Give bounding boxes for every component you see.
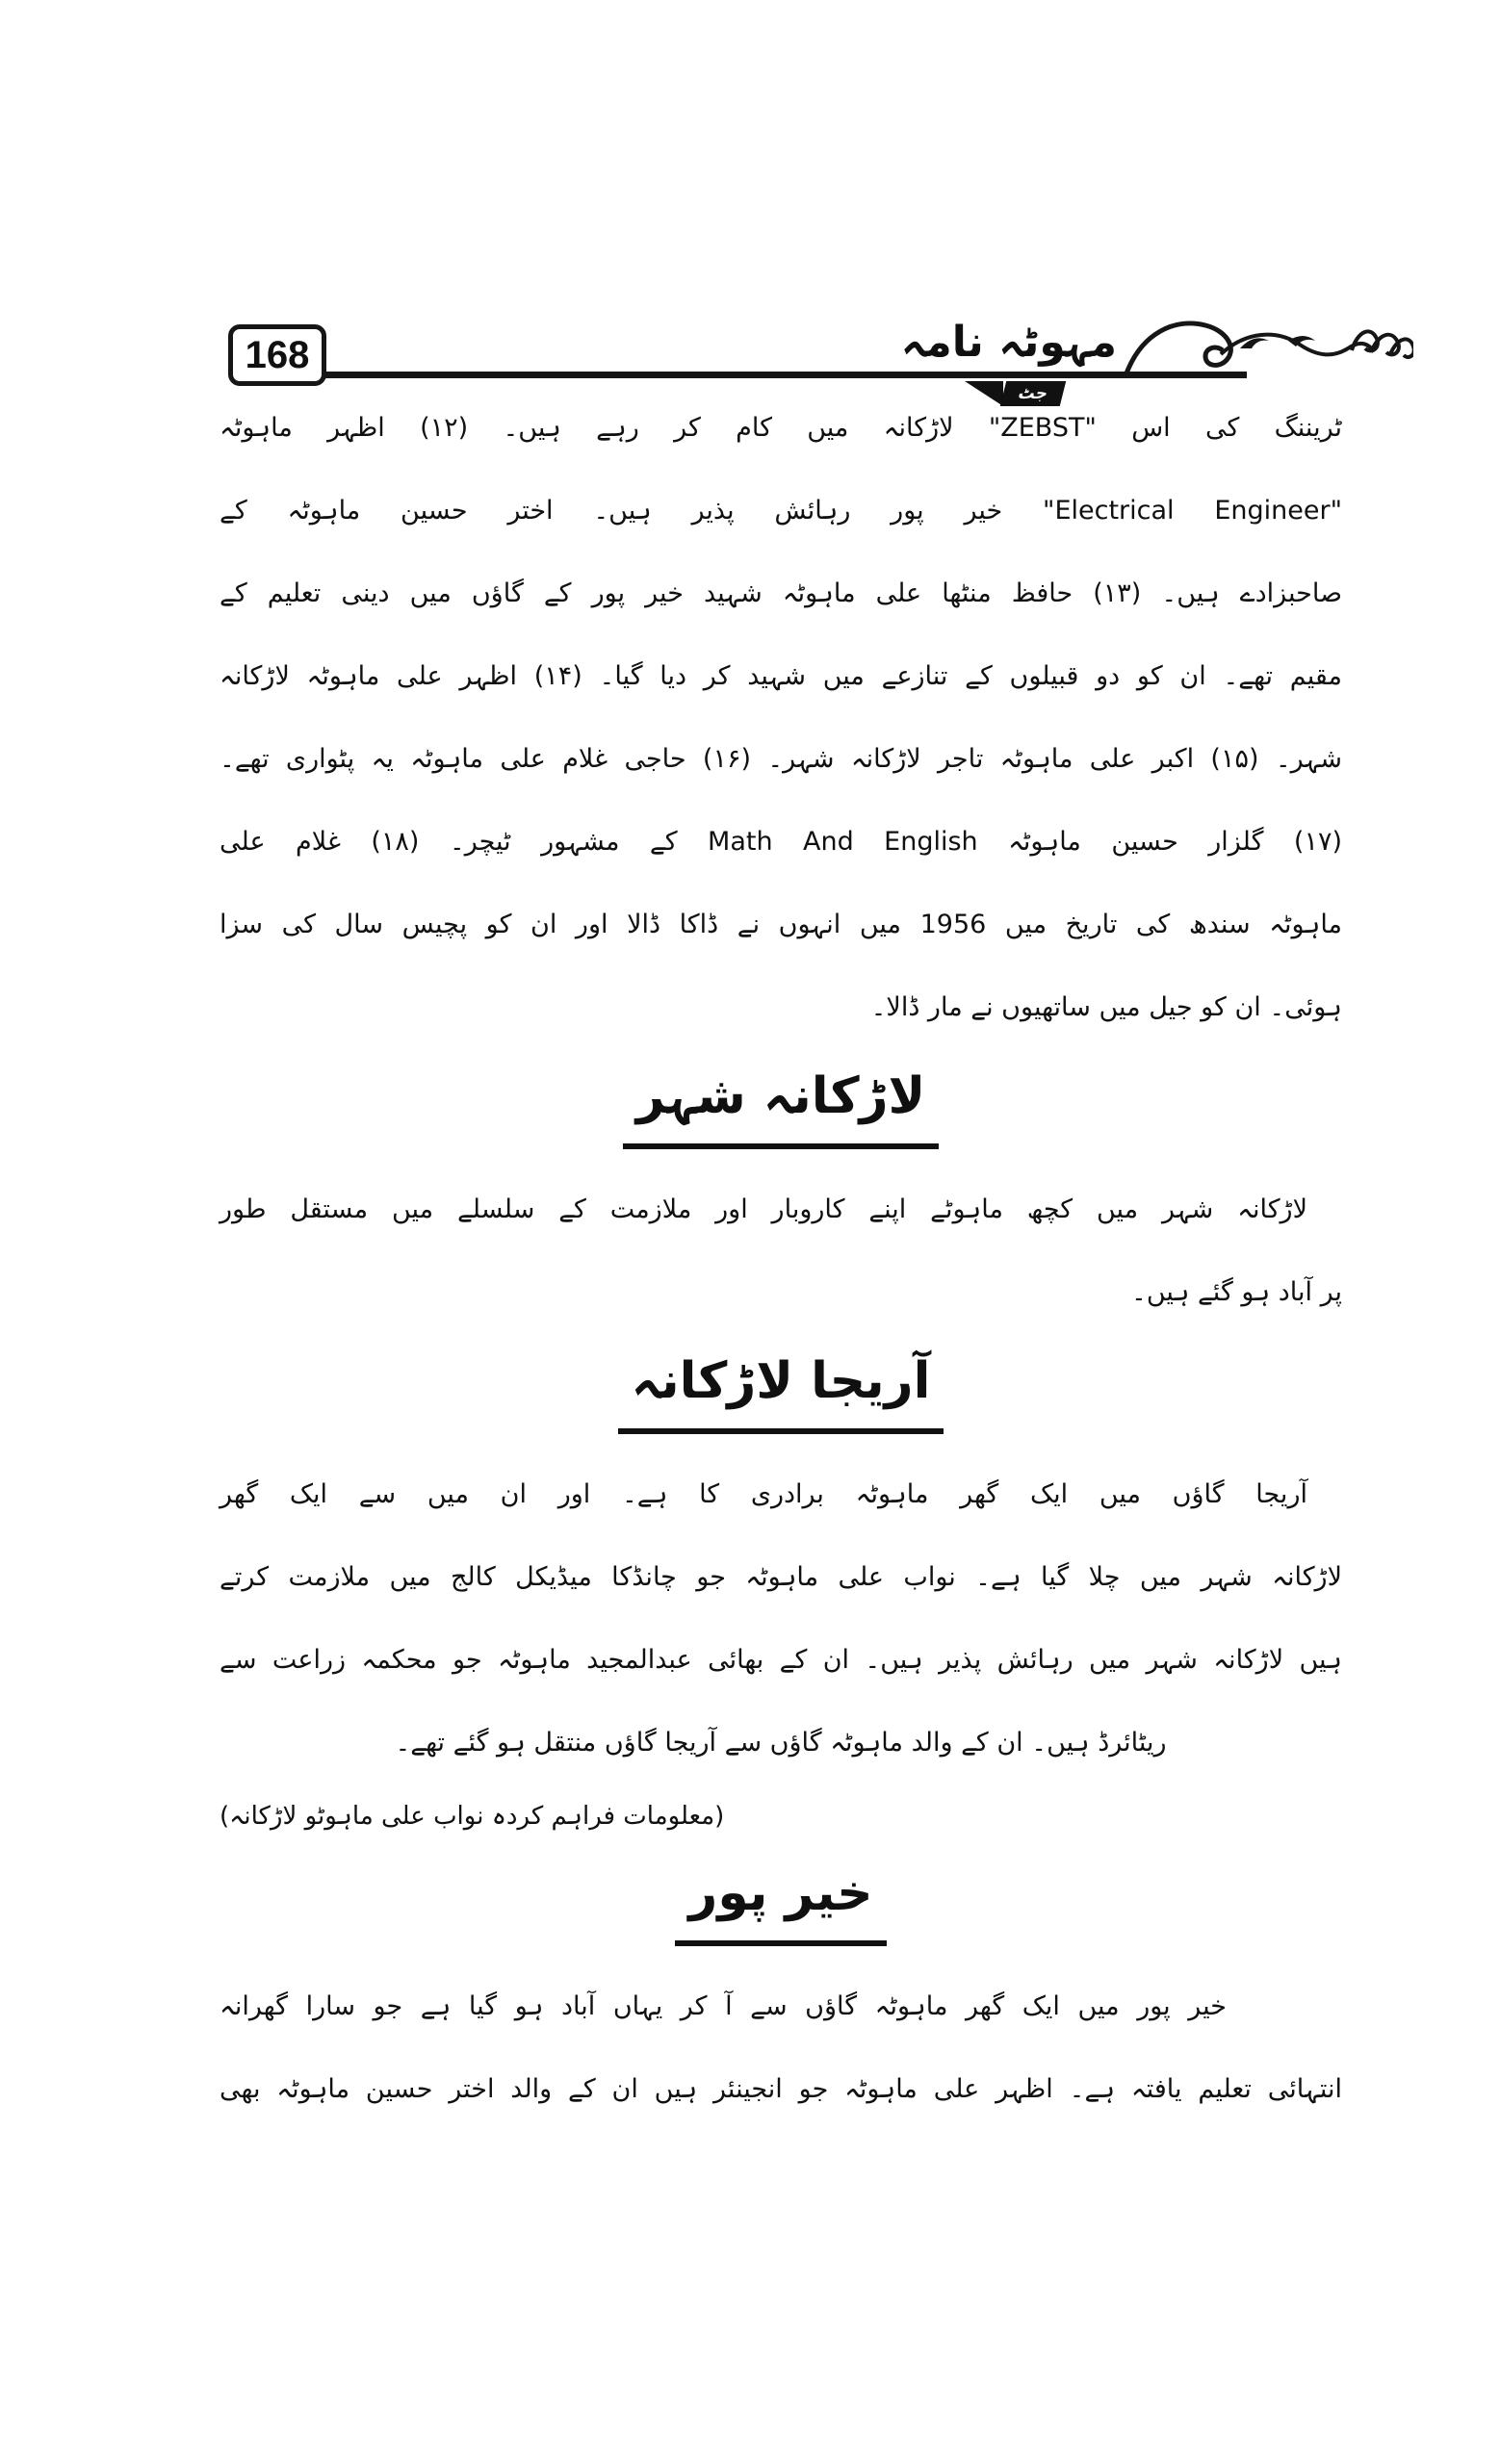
text-line: (۱۷) گلزار حسین ماہوٹہ Math And English کے مشہور ٹیچر۔ (۱۸) غلام علی <box>220 827 1342 857</box>
text-line: ریٹائرڈ ہیں۔ ان کے والد ماہوٹہ گاؤں سے آریجا گاؤں منتقل ہو گئے تھے۔ <box>395 1728 1167 1758</box>
text-line: ٹریننگ کی اس "ZEBST" لاڑکانہ میں کام کر رہے ہیں۔ (۱۲) اظہر ماہوٹہ <box>220 413 1342 443</box>
text-column <box>220 387 1342 2131</box>
header-badge <box>965 381 1063 406</box>
section-heading-khairpur <box>220 1852 1342 1946</box>
credit-line: (معلومات فراہم کردہ نواب علی ماہوٹو لاڑکانہ) <box>220 1802 725 1831</box>
page-number: 168 <box>228 324 326 386</box>
text-line: ہیں لاڑکانہ شہر میں رہائش پذیر ہیں۔ ان کے بھائی عبدالمجید ماہوٹہ جو محکمہ زراعت سے <box>220 1645 1342 1675</box>
header-rule <box>241 372 1247 378</box>
text-line: ماہوٹہ سندھ کی تاریخ میں 1956 میں انہوں نے ڈاکا ڈالا اور ان کو پچیس سال کی سزا <box>220 910 1343 939</box>
flourish-icon <box>1125 312 1413 385</box>
section-heading-label: آریجا لاڑکانہ <box>618 1340 944 1434</box>
text-line: ہوئی۔ ان کو جیل میں ساتھیوں نے مار ڈالا۔ <box>870 992 1342 1022</box>
section-heading-label: لاڑکانہ شہر <box>623 1055 939 1149</box>
text-line: صاحبزادے ہیں۔ (۱۳) حافظ منٹھا علی ماہوٹہ شہید خیر پور کے گاؤں میں دینی تعلیم کے <box>220 578 1343 608</box>
text-line: مقیم تھے۔ ان کو دو قبیلوں کے تنازعے میں شہید کر دیا گیا۔ (۱۴) اظہر علی ماہوٹہ لاڑکانہ <box>220 661 1342 691</box>
section-heading-arija-larkana <box>220 1340 1342 1434</box>
section-heading-label: خیر پور <box>675 1852 886 1946</box>
text-line: انتہائی تعلیم یافتہ ہے۔ اظہر علی ماہوٹہ جو انجینئر ہیں ان کے والد اختر حسین ماہوٹہ بھی <box>220 2074 1342 2104</box>
text-line: خیر پور میں ایک گھر ماہوٹہ گاؤں سے آ کر یہاں آباد ہو گیا ہے جو سارا گھرانہ <box>220 1991 1227 2021</box>
badge-label: جٹ <box>1000 381 1066 406</box>
badge-wedge-icon <box>965 381 1003 406</box>
text-line: لاڑکانہ شہر میں چلا گیا ہے۔ نواب علی ماہوٹہ جو چانڈکا میڈیکل کالج میں ملازمت کرتے <box>220 1562 1342 1592</box>
section-heading-larkana-city <box>220 1055 1342 1149</box>
text-line: شہر۔ (۱۵) اکبر علی ماہوٹہ تاجر لاڑکانہ شہر۔ (۱۶) حاجی غلام علی ماہوٹہ یہ پٹواری تھے۔ <box>220 744 1342 774</box>
page-title: مہوٹہ نامہ <box>893 314 1125 372</box>
text-line: "Electrical Engineer" خیر پور رہائش پذیر ہیں۔ اختر حسین ماہوٹہ کے <box>220 496 1342 526</box>
text-line: آریجا گاؤں میں ایک گھر ماہوٹہ برادری کا ہے۔ اور ان میں سے ایک گھر <box>220 1479 1307 1509</box>
text-line: لاڑکانہ شہر میں کچھ ماہوٹے اپنے کاروبار اور ملازمت کے سلسلے میں مستقل طور <box>220 1194 1307 1224</box>
text-line: پر آباد ہو گئے ہیں۔ <box>1131 1277 1342 1307</box>
